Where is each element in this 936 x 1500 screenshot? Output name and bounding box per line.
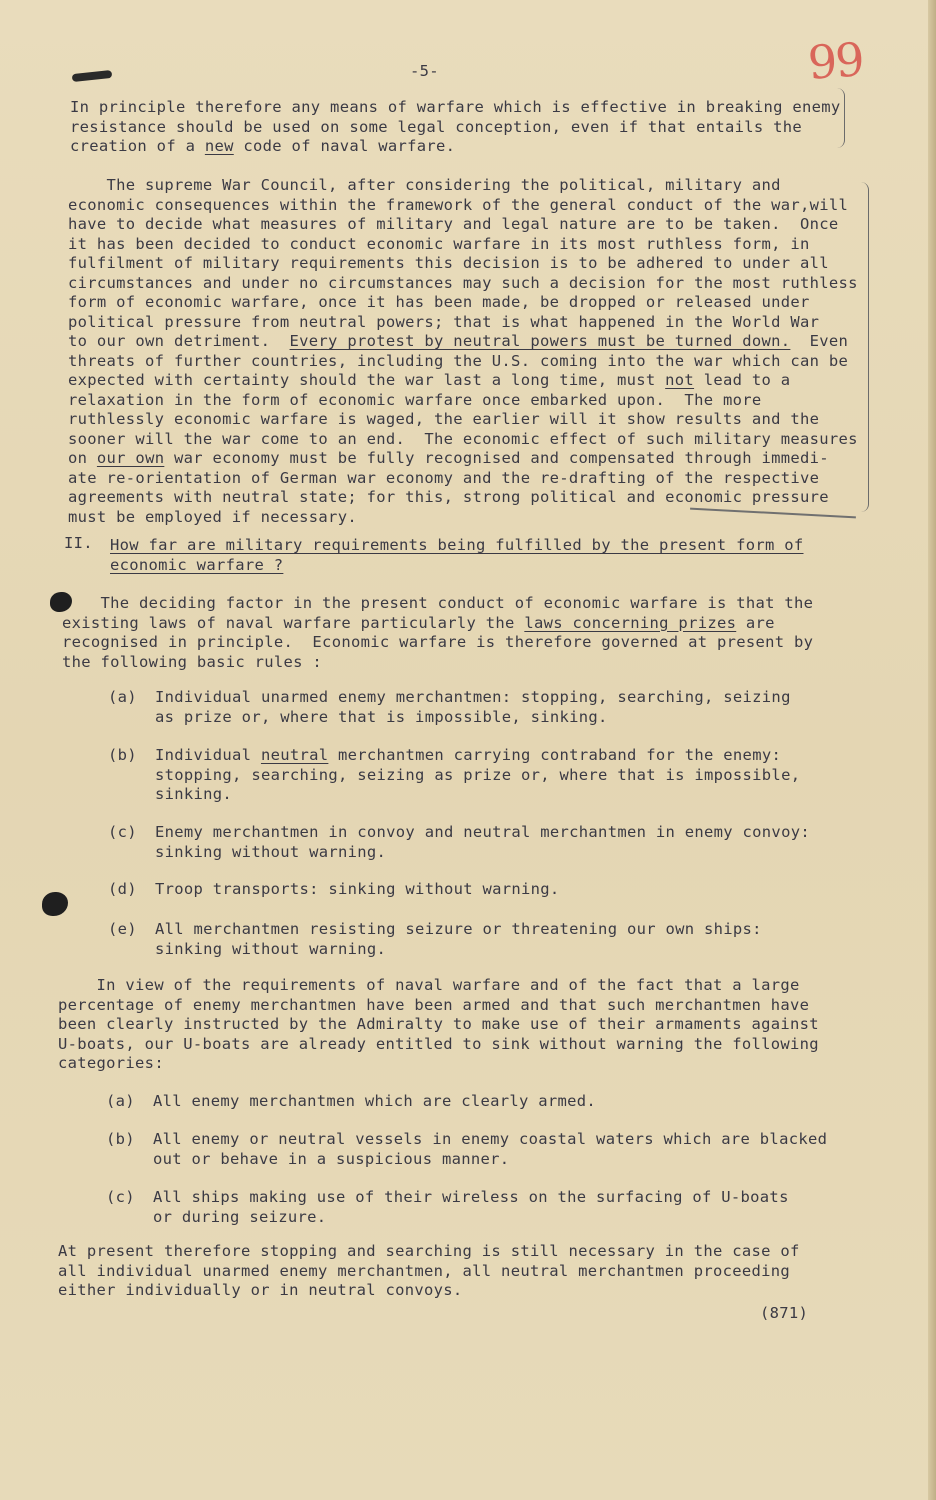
ink-blot	[42, 892, 68, 916]
text-line: must be employed if necessary.	[68, 507, 357, 526]
catchword: (871)	[760, 1304, 809, 1322]
text-line: resistance should be used on some legal conception, even if that entails the	[70, 117, 803, 136]
text-segment: merchantmen carrying contraband for the enemy:	[328, 746, 782, 764]
list-label: (c)	[106, 1188, 135, 1206]
text-line: it has been decided to conduct economic warfare in its most ruthless form, in	[68, 234, 810, 253]
text-segment: on	[68, 449, 97, 467]
text-line: circumstances and under no circumstances may such a decision for the most ruthless	[68, 273, 858, 292]
list-label: (b)	[108, 746, 137, 764]
list-label: (e)	[108, 920, 137, 938]
text-line	[62, 614, 813, 634]
margin-bracket	[826, 88, 845, 148]
text-line: sinking without warning.	[155, 842, 387, 861]
list-label: (d)	[108, 880, 137, 898]
paragraph-deciding-factor	[62, 594, 813, 672]
list-label: (b)	[106, 1130, 135, 1148]
text-segment: Even	[790, 332, 849, 350]
text-segment: Individual	[155, 746, 261, 764]
list-item	[153, 1188, 789, 1227]
text-line: U-boats, our U-boats are already entitled to sink without warning the following	[58, 1034, 819, 1053]
list-item	[155, 880, 560, 900]
text-line: stopping, searching, seizing as prize or, where that is impossible,	[155, 765, 801, 784]
text-segment: code of naval warfare.	[233, 137, 456, 155]
text-line: agreements with neutral state; for this, strong political and economic pressure	[68, 488, 829, 506]
text-line: been clearly instructed by the Admiralty to make use of their armaments against	[58, 1015, 819, 1033]
text-line: Troop transports: sinking without warning.	[155, 880, 560, 898]
section-heading-line-1: How far are military requirements being fulfilled by the present form of	[110, 536, 804, 554]
text-segment: to our own detriment.	[68, 332, 290, 350]
text-line: ruthlessly economic warfare is waged, the earlier will it show results and the	[68, 410, 820, 428]
text-line: categories:	[58, 1054, 164, 1072]
text-line: threats of further countries, including the U.S. coming into the war which can be	[68, 351, 849, 370]
page-number: -5-	[410, 62, 439, 80]
text-line: have to decide what measures of military and legal nature are to be taken. Once	[68, 215, 839, 233]
underlined-text: neutral	[260, 746, 329, 764]
text-line: percentage of enemy merchantmen have been armed and that such merchantmen have	[58, 995, 810, 1014]
text-line: either individually or in neutral convoys.	[58, 1281, 463, 1299]
paragraph-intro	[70, 98, 841, 157]
text-line	[68, 449, 858, 469]
text-line: Individual unarmed enemy merchantmen: stopping, searching, seizing	[155, 688, 791, 706]
text-line: ate re-orientation of German war economy and the re-drafting of the respective	[68, 468, 820, 487]
text-line: the following basic rules :	[62, 652, 323, 671]
underlined-text: new	[204, 137, 234, 155]
text-line	[68, 371, 858, 391]
page-edge	[928, 0, 936, 1500]
list-item	[155, 920, 762, 959]
text-line: recognised in principle. Economic warfare is therefore governed at present by	[62, 633, 814, 651]
text-line: All enemy merchantmen which are clearly armed.	[153, 1092, 597, 1110]
text-line: form of economic warfare, once it has been made, be dropped or released under	[68, 293, 810, 311]
text-line: economic consequences within the framework of the general conduct of the war,will	[68, 195, 849, 214]
text-line: Enemy merchantmen in convoy and neutral merchantmen in enemy convoy:	[155, 823, 810, 841]
text-line: relaxation in the form of economic warfare once embarked upon. The more	[68, 390, 762, 409]
list-item	[155, 746, 800, 805]
text-line	[68, 332, 858, 352]
text-segment: creation of a	[70, 137, 205, 155]
text-line: all individual unarmed enemy merchantmen, all neutral merchantmen proceeding	[58, 1261, 791, 1280]
margin-bracket	[852, 182, 869, 512]
text-line: sinking without warning.	[155, 939, 387, 958]
paragraph-war-council	[68, 176, 858, 527]
text-line: In principle therefore any means of warfare which is effective in breaking enemy	[70, 98, 841, 116]
list-item	[153, 1130, 827, 1169]
text-line: as prize or, where that is impossible, sinking.	[155, 707, 608, 726]
underlined-text: our own	[96, 449, 165, 467]
text-line: At present therefore stopping and searching is still necessary in the case of	[58, 1242, 800, 1260]
list-item	[155, 688, 791, 727]
text-line: political pressure from neutral powers; that is what happened in the World War	[68, 312, 820, 331]
paragraph-conclusion	[58, 1242, 800, 1301]
text-line: In view of the requirements of naval warfare and of the fact that a large	[58, 976, 800, 994]
text-line: The deciding factor in the present conduct of economic warfare is that the	[62, 594, 814, 612]
section-heading-line-2: economic warfare ?	[110, 556, 284, 574]
ink-mark	[72, 70, 113, 82]
text-line: sooner will the war come to an end. The economic effect of such military measures	[68, 429, 858, 448]
text-line: or during seizure.	[153, 1207, 327, 1226]
list-item	[153, 1092, 596, 1112]
text-line: out or behave in a suspicious manner.	[153, 1149, 510, 1168]
list-item	[155, 823, 810, 862]
text-segment: expected with certainty should the war last a long time, must	[68, 371, 666, 389]
text-line: All merchantmen resisting seizure or threatening our own ships:	[155, 920, 762, 938]
text-segment: existing laws of naval warfare particularly the	[62, 613, 525, 632]
text-line	[70, 137, 841, 157]
folio-number: 99	[806, 32, 865, 90]
text-line: sinking.	[155, 785, 233, 803]
section-number: II.	[64, 534, 93, 552]
underlined-text: not	[665, 371, 695, 389]
text-line: All ships making use of their wireless on the surfacing of U-boats	[153, 1188, 789, 1206]
text-line: The supreme War Council, after considering the political, military and	[68, 176, 781, 194]
list-label: (a)	[106, 1092, 135, 1110]
text-segment: lead to a	[694, 371, 791, 389]
text-line: fulfilment of military requirements this decision is to be adhered to under all	[68, 254, 829, 272]
list-label: (a)	[108, 688, 137, 706]
text-segment: are	[736, 613, 775, 632]
underlined-text: laws concerning prizes	[524, 613, 737, 632]
text-segment: war economy must be fully recognised and compensated through immedi-	[164, 449, 829, 467]
text-line: All enemy or neutral vessels in enemy coastal waters which are blacked	[153, 1130, 828, 1148]
text-line	[155, 746, 800, 766]
list-label: (c)	[108, 823, 137, 841]
paragraph-requirements	[58, 976, 819, 1074]
underlined-text: Every protest by neutral powers must be turned down.	[289, 332, 791, 350]
